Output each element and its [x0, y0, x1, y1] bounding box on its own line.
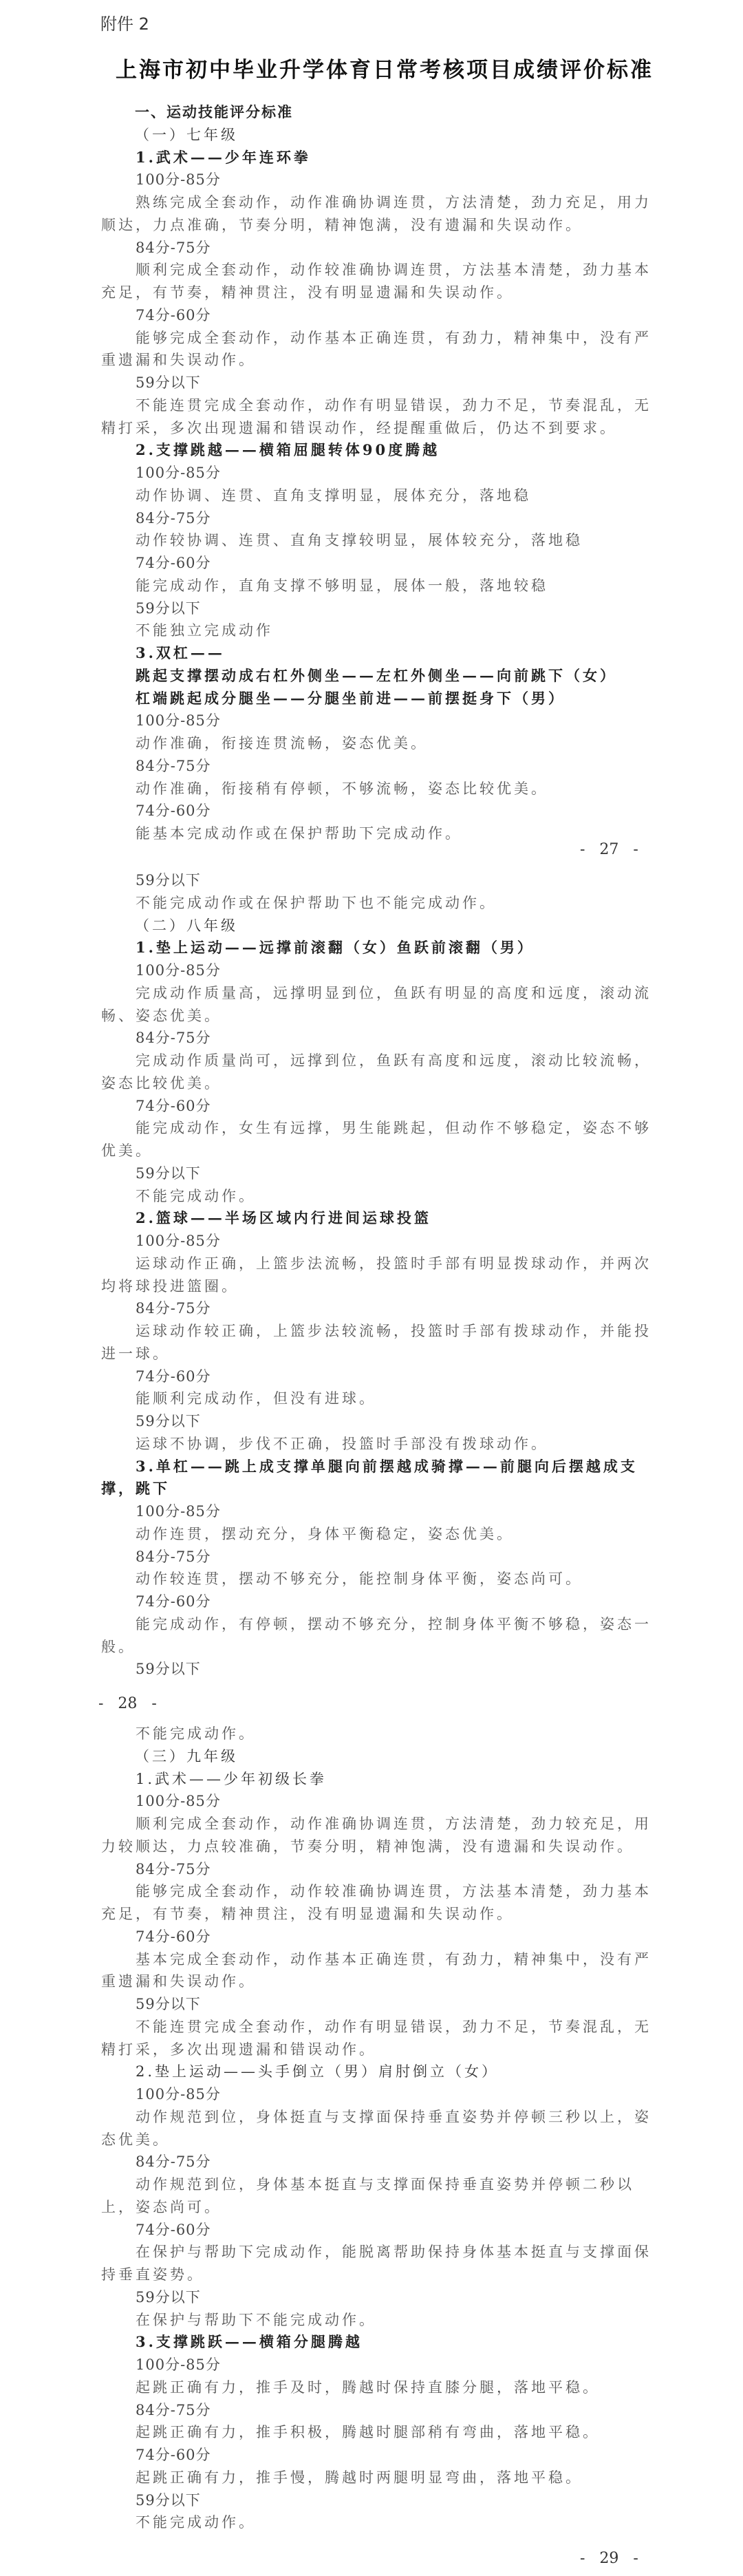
- criteria-text-continued: 顺达，力点准确，节奏分明，精神饱满，没有遗漏和失误动作。: [101, 216, 583, 233]
- criteria-text: 不能完成动作或在保护帮助下也不能完成动作。: [136, 894, 497, 911]
- score-range: 59分以下: [136, 599, 201, 617]
- criteria-text-continued: 姿态比较优美。: [101, 1074, 222, 1092]
- criteria-text: 运球动作较正确，上篮步法较流畅，投篮时手部有拨球动作，并能投: [136, 1323, 652, 1339]
- criteria-text: 顺利完成全套动作，动作较准确协调连贯，方法基本清楚，劲力基本: [136, 262, 652, 279]
- criteria-text-continued: 重遗漏和失误动作。: [101, 352, 256, 369]
- score-range: 100分-85分: [136, 2356, 221, 2373]
- criteria-text: 顺利完成全套动作，动作准确协调连贯，方法清楚，劲力较充足，用: [136, 1816, 652, 1832]
- criteria-text: 能顺利完成动作，但没有进球。: [136, 1390, 376, 1407]
- score-range: 100分-85分: [136, 962, 221, 979]
- score-range: 59分以下: [136, 2288, 201, 2306]
- score-range: 84分-75分: [136, 1030, 211, 1047]
- score-range: 59分以下: [136, 1996, 201, 2012]
- criteria-text-continued: 精打采，多次出现遗漏和错误动作。: [101, 2041, 376, 2058]
- criteria-text: 不能完成动作。: [136, 2514, 256, 2531]
- item-heading-continued: 撑，跳下: [101, 1480, 170, 1498]
- score-range: 84分-75分: [136, 2153, 211, 2171]
- criteria-text: 动作较连贯，摆动不够充分，能控制身体平衡，姿态尚可。: [136, 1571, 583, 1588]
- criteria-text: 完成动作质量高，远撑明显到位，鱼跃有明显的高度和远度，滚动流: [136, 984, 652, 1001]
- criteria-text: 在保护与帮助下完成动作，能脱离帮助保持身体基本挺直与支撑面保: [136, 2244, 652, 2261]
- document-title: 上海市初中毕业升学体育日常考核项目成绩评价标准: [116, 58, 654, 83]
- item-heading: 杠端跳起成分腿坐——分腿坐前进——前摆挺身下（男）: [136, 689, 566, 707]
- criteria-text: 能基本完成动作或在保护帮助下完成动作。: [136, 825, 462, 842]
- score-range: 74分-60分: [136, 1593, 211, 1610]
- criteria-text-continued: 畅、姿态优美。: [101, 1007, 222, 1024]
- score-range: 100分-85分: [136, 1233, 221, 1249]
- criteria-text-continued: 均将球投进篮圈。: [101, 1277, 239, 1295]
- criteria-text-continued: 力较顺达，力点较准确，节奏分明，精神饱满，没有遗漏和失误动作。: [101, 1838, 634, 1855]
- score-range: 84分-75分: [136, 1300, 211, 1317]
- criteria-text: 能够完成全套动作，动作基本正确连贯，有劲力，精神集中，没有严: [136, 329, 652, 346]
- score-range: 100分-85分: [136, 171, 221, 189]
- item-heading: 3.支撑跳跃——横箱分腿腾越: [136, 2333, 363, 2351]
- item-heading: 1.武术——少年初级长拳: [136, 1770, 327, 1787]
- criteria-text: 基本完成全套动作，动作基本正确连贯，有劲力，精神集中，没有严: [136, 1950, 652, 1968]
- criteria-text: 运球动作正确，上篮步法流畅，投篮时手部有明显拨球动作，并两次: [136, 1255, 652, 1272]
- criteria-text-continued: 态优美。: [101, 2131, 170, 2148]
- score-range: 84分-75分: [136, 2401, 211, 2418]
- score-range: 84分-75分: [136, 1548, 211, 1565]
- score-range: 74分-60分: [136, 802, 211, 820]
- item-heading: 1.垫上运动——远撑前滚翻（女）鱼跃前滚翻（男）: [136, 939, 535, 957]
- criteria-text: 熟练完成全套动作，动作准确协调连贯，方法清楚，劲力充足，用力: [136, 194, 652, 211]
- criteria-text: 运球不协调，步伐不正确，投篮时手部没有拨球动作。: [136, 1435, 548, 1452]
- criteria-text-continued: 持垂直姿势。: [101, 2266, 204, 2283]
- score-range: 84分-75分: [136, 757, 211, 774]
- criteria-text: 在保护与帮助下不能完成动作。: [136, 2311, 376, 2328]
- grade-heading: （二）八年级: [135, 917, 238, 934]
- criteria-text: 能完成动作，女生有远撑，男生能跳起，但动作不够稳定，姿态不够: [136, 1120, 652, 1137]
- grade-heading: （一）七年级: [135, 126, 238, 143]
- criteria-text-continued: 进一球。: [101, 1345, 170, 1362]
- item-heading: 跳起支撑摆动成右杠外侧坐——左杠外侧坐——向前跳下（女）: [136, 666, 617, 684]
- criteria-text: 起跳正确有力，推手积极，腾越时腿部稍有弯曲，落地平稳。: [136, 2424, 600, 2441]
- item-heading: 3.单杠——跳上成支撑单腿向前摆越成骑撑——前腿向后摆越成支: [136, 1457, 638, 1475]
- criteria-text: 能够完成全套动作，动作较准确协调连贯，方法基本清楚，劲力基本: [136, 1883, 652, 1900]
- page-number: - 29 -: [580, 2550, 638, 2567]
- score-range: 84分-75分: [136, 509, 211, 526]
- criteria-text-continued: 充足，有节奏，精神贯注，没有明显遗漏和失误动作。: [101, 1906, 514, 1922]
- score-range: 59分以下: [136, 374, 201, 391]
- criteria-text-continued: 精打采，多次出现遗漏和错误动作，经提醒重做后，仍达不到要求。: [101, 419, 617, 436]
- score-range: 74分-60分: [136, 1928, 211, 1945]
- page-number: - 28 -: [98, 1695, 157, 1712]
- criteria-text: 动作协调、连贯、直角支撑明显，展体充分，落地稳: [136, 487, 531, 504]
- criteria-text: 动作较协调、连贯、直角支撑较明显，展体较充分，落地稳: [136, 532, 583, 549]
- score-range: 100分-85分: [136, 1503, 221, 1520]
- item-heading: 2.支撑跳越——横箱屈腿转体90度腾越: [136, 441, 440, 459]
- criteria-text: 能完成动作，有停顿，摆动不够充分，控制身体平衡不够稳，姿态一: [136, 1615, 652, 1632]
- criteria-text: 动作规范到位，身体基本挺直与支撑面保持垂直姿势并停顿二秒以: [136, 2176, 634, 2193]
- score-range: 59分以下: [136, 872, 201, 888]
- criteria-text: 动作规范到位，身体挺直与支撑面保持垂直姿势并停顿三秒以上，姿: [136, 2108, 652, 2125]
- attachment-label: 附件 2: [100, 14, 149, 34]
- criteria-text: 不能独立完成动作: [136, 622, 273, 639]
- criteria-text: 动作准确，衔接连贯流畅，姿态优美。: [136, 735, 428, 752]
- section-heading: 一、运动技能评分标准: [135, 104, 293, 120]
- score-range: 84分-75分: [136, 239, 211, 256]
- criteria-text: 动作准确，衔接稍有停顿，不够流畅，姿态比较优美。: [136, 780, 548, 797]
- criteria-text: 起跳正确有力，推手慢，腾越时两腿明显弯曲，落地平稳。: [136, 2469, 583, 2486]
- page-number: - 27 -: [580, 841, 638, 858]
- criteria-text-continued: 般。: [101, 1638, 136, 1655]
- criteria-text: 不能完成动作。: [136, 1187, 256, 1204]
- score-range: 74分-60分: [136, 2447, 211, 2463]
- score-range: 59分以下: [136, 1413, 201, 1429]
- score-range: 59分以下: [136, 2491, 201, 2509]
- criteria-text: 不能连贯完成全套动作，动作有明显错误，劲力不足，节奏混乱，无: [136, 2018, 652, 2035]
- score-range: 74分-60分: [136, 306, 211, 323]
- criteria-text: 完成动作质量尚可，远撑到位，鱼跃有高度和远度，滚动比较流畅，: [136, 1052, 652, 1069]
- score-range: 74分-60分: [136, 1097, 211, 1114]
- item-heading: 2.垫上运动——头手倒立（男）肩肘倒立（女）: [136, 2063, 499, 2080]
- criteria-text-continued: 重遗漏和失误动作。: [101, 1973, 256, 1990]
- item-heading: 2.篮球——半场区域内行进间运球投篮: [136, 1209, 431, 1227]
- criteria-text: 不能连贯完成全套动作，动作有明显错误，劲力不足，节奏混乱，无: [136, 396, 652, 414]
- score-range: 100分-85分: [136, 2086, 221, 2103]
- criteria-text-continued: 充足，有节奏，精神贯注，没有明显遗漏和失误动作。: [101, 284, 514, 301]
- score-range: 100分-85分: [136, 465, 221, 481]
- score-range: 74分-60分: [136, 1367, 211, 1385]
- score-range: 100分-85分: [136, 1793, 221, 1810]
- criteria-text: 不能完成动作。: [136, 1725, 256, 1742]
- score-range: 100分-85分: [136, 712, 221, 730]
- score-range: 74分-60分: [136, 2221, 211, 2238]
- criteria-text: 能完成动作，直角支撑不够明显，展体一般，落地较稳: [136, 577, 548, 594]
- criteria-text-continued: 上，姿态尚可。: [101, 2198, 222, 2215]
- score-range: 59分以下: [136, 1661, 201, 1678]
- criteria-text-continued: 优美。: [101, 1142, 153, 1159]
- item-heading: 3.双杠——: [136, 644, 225, 661]
- grade-heading: （三）九年级: [135, 1747, 238, 1765]
- criteria-text: 起跳正确有力，推手及时，腾越时保持直膝分腿，落地平稳。: [136, 2378, 600, 2396]
- score-range: 84分-75分: [136, 1860, 211, 1877]
- score-range: 74分-60分: [136, 555, 211, 571]
- criteria-text: 动作连贯，摆动充分，身体平衡稳定，姿态优美。: [136, 1525, 514, 1542]
- item-heading: 1.武术——少年连环拳: [136, 148, 311, 166]
- score-range: 59分以下: [136, 1164, 201, 1182]
